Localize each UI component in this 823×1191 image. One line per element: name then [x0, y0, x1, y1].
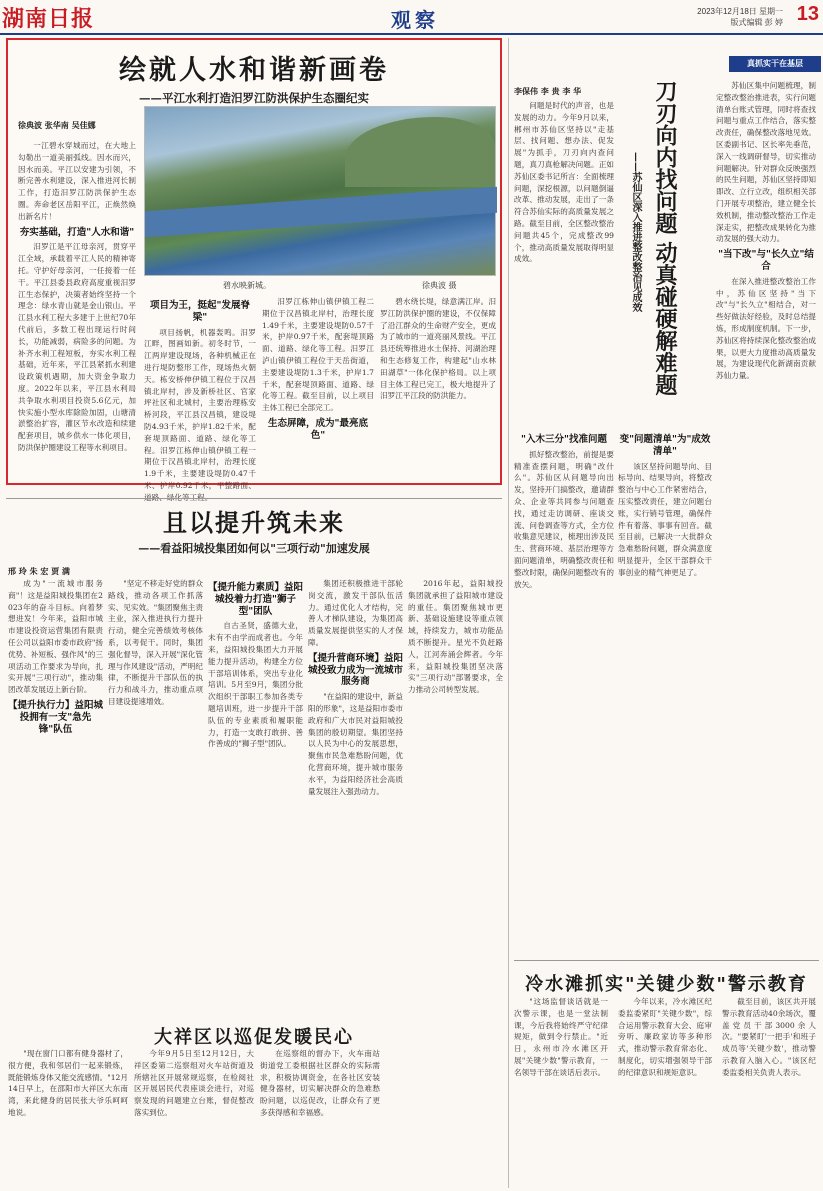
article2-paragraph: 成为"一流城市服务商"！这是益阳城投集团在2023年的奋斗目标。向着梦想进发！今年来，益阳市城市建设投资运营集团有限责任公司以益阳市委市政府"扬优势、补短板、强作风"的三项活动工作要求为导向，扎实开展"三项行动"，推动集团改革发展迈上新台阶。: [8, 579, 103, 695]
article2-section-heading: 【提升执行力】益阳城投拥有一支"急先锋"队伍: [8, 699, 104, 735]
issue-date: 2023年12月18日 星期一: [697, 7, 783, 16]
article2-paragraph: 集团还积极推进干部轮岗交流，激发干部队伍活力。通过优化人才结构，完善人才梯队建设，为集团高质量发展提供坚实的人才保障。: [308, 579, 403, 647]
article4-section-heading: "入木三分"找准问题: [521, 434, 607, 445]
article3-paragraph: 在巡察组的督办下，火车南站街道党工委根据社区群众的实际需求，积极协调资金，在各社区安装健身器材，切实解决群众的急难愁盼问题，以巡促改，让群众有了更多获得感和幸福感。: [260, 1049, 380, 1117]
article4-column-1: [514, 100, 614, 430]
article5-paragraph: 截至目前，该区共开展警示教育活动40余场次，覆盖党员干部3000余人次。"要紧盯'一把手'和班子成员等'关键少数'，推动警示教育入脑入心。"该区纪委监委相关负责人表示。: [722, 997, 816, 1077]
article5-headline: 冷水滩抓实"关键少数"警示教育: [525, 974, 808, 995]
article2-paragraph: 2016年起，益阳城投集团就承担了益阳城市建设的重任。集团聚焦城市更新、基础设施建设等重点领域，持续发力，城市功能品质不断提升。星光不负赶路人，江河奔涌会辉者。今年来，益阳城投集团坚决落实"三项行动"部署要求，全力推动公司转型发展。: [408, 579, 503, 695]
article2-column-5: [408, 578, 503, 898]
article1-section-heading: 生态屏障，成为"最亮底色": [268, 417, 368, 441]
article4-paragraph: 该区坚持问题导向、目标导向、结果导向，将整改整治与中心工作紧密结合，压实整改责任，建立问题台账，实行销号管理，确保件件有着落、事事有回音。截至目前，已解决一大批群众急难愁盼问题，群众满意度明显提升，全区干部群众干事创业的精气神更足了。: [618, 461, 712, 577]
article2-subhead: ——看益阳城投集团如何以"三项行动"加速发展: [138, 542, 370, 555]
article3-paragraph: "现在窗门口都有健身器材了，很方便，我和邻居们一起来锻炼，既能锻炼身体又能交流感情。"12月14日早上，在邵阳市大祥区大东南湾，来此健身的居民张大爷乐呵呵地说。: [8, 1049, 128, 1117]
column-banner: 真抓实干在基层: [729, 56, 821, 72]
divider: [6, 498, 502, 499]
article1-subhead: ——平江水利打造汨罗江防洪保护生态圈纪实: [139, 91, 369, 105]
article2-column-2: [108, 578, 203, 898]
article2-column-1: [8, 578, 103, 898]
article1-byline: 徐典波 张华南 吴佳娜: [18, 120, 96, 130]
photo-river-shape: [145, 187, 497, 238]
article4-column-3: [618, 430, 712, 960]
section-title: 观察: [391, 8, 439, 32]
article1-headline: 绘就人水和谐新画卷: [119, 55, 389, 86]
issue-meta: [697, 6, 783, 28]
article4-section-heading: "当下改"与"长久立"结合: [718, 249, 814, 272]
article3-headline: 大祥区以巡促发暖民心: [154, 1027, 354, 1048]
article4-paragraph: 问题是时代的声音，也是发展的动力。今年9月以来，郴州市苏仙区坚持以"走基层、找问题、想办法、促发展"为抓手，刀刃向内查问题，真刀真枪解决问题。正如苏仙区委书记所言：全面梳理问题，深挖根源，以问题倒逼改革、推动发展，走出了一条符合苏仙实际的高质量发展之路。截至目前，全区整改整治问题共45个，完成整改99个，推动高质量发展取得明显成效。: [514, 101, 614, 264]
article2-byline: 邢 玲 朱 宏 贾 满: [8, 566, 70, 576]
article2-section-heading: 【提升能力素质】益阳城投着力打造"狮子型"团队: [208, 582, 304, 617]
article1-paragraph: 一江碧水穿城而过，在大地上勾勒出一道美丽弧线。因水而兴，因水而美。平江以安建为引领，不断完善水利建设，深入推进河长制工作，打造汨罗江防洪保护生态圈。奔命老区岳阳平江，正焕然焕出新名片！: [18, 141, 136, 221]
article1-section-heading: 项目为王，挺起"发展脊梁": [150, 300, 250, 323]
article4-column-4: [716, 80, 816, 960]
article5-column-2: [618, 996, 712, 1188]
article2-paragraph: "坚定不移走好党的群众路线，推动各项工作抓落实、见实效。"集团聚焦主责主业，深入推进执行力提升行动，健全完善绩效考核体系，以考促干。同时，集团强化督导，深入开展"深化管理与作风建设"活动，严明纪律，不断提升干部队伍的执行力和战斗力，推动重点项目建设提速增效。: [108, 579, 203, 706]
article1-paragraph: 汨罗江栋伸山镇伊镇工程二期位于汉昌镇北岸村，治理长度1.49千米，主要建设堤防0.57千米，护岸0.97千米，配套堤顶路面、道路、绿化等工程。汨罗江泸山镇伊镇工程位于天岳街道，主要建设堤防1.3千米，护岸1.7千米，配套堤顶路面、道路、绿化等工程。截至目前，以上项目主体工程已全部完工。: [262, 297, 374, 413]
article4-subhead: ——苏仙区深入推进整改整治见成效: [630, 152, 641, 312]
masthead: [0, 0, 823, 34]
paper-name-logo: 湖南日报: [2, 6, 95, 32]
article1-column-3: [262, 296, 374, 482]
article5-paragraph: 今年以来，冷水滩区纪委监委紧盯"关键少数"，综合运用警示教育大会、庭审旁听、廉政家访等多种形式，推动警示教育常态化、制度化，切实增强领导干部的纪律意识和规矩意识。: [618, 997, 712, 1077]
photo-credit: 徐典波 摄: [422, 281, 457, 290]
article2-paragraph: "在益阳的建设中，新益阳的形象"，这是益阳市委市政府和广大市民对益阳城投集团的殷切期望。集团坚持以人民为中心的发展思想，聚焦市民急难愁盼问题，优化营商环境，提升城市服务水平，为益阳经济社会高质量发展注入强劲动力。: [308, 692, 403, 796]
article4-byline: 李保伟 李 贵 李 华: [514, 86, 582, 96]
article1-section-heading: 夯实基础，打造"人水和谐": [19, 226, 135, 238]
article2-headline: 且以提升筑未来: [163, 508, 345, 537]
article1-column-1: [18, 140, 136, 490]
article2-column-3: [208, 578, 303, 898]
article3-paragraph: 今年9月5日至12月12日，大祥区委第二巡察组对火车站街道及所辖社区开展常规巡察，在检阅社区开展居民代表座谈会进行，对巡察发现的问题建立台账，督促整改落实到位。: [134, 1049, 254, 1117]
article4-section-heading: 变"问题清单"为"成效清单": [619, 434, 711, 457]
article1-paragraph: 碧水绕长堤，绿意满江岸。汨罗江防洪保护圈的建设，不仅保障了沿江群众的生命财产安全，更成为了城市的一道亮丽风景线。平江县还统筹推进水土保持、河湖治理和生态修复工作，构建起"山水林田湖草"一体化保护格局。以上项目主体工程已完工，极大地提升了汨罗江平江段的防洪能力。: [380, 297, 496, 401]
river-city-photo: [144, 106, 496, 276]
article2-column-4: [308, 578, 403, 898]
page-number: 13: [796, 3, 819, 25]
article5-paragraph: "这场监督谈话就是一次警示课，也是一堂法制课，今后我将始终严守纪律规矩，做到令行禁止。"近日，永州市冷水滩区开展"关键少数"警示教育，一名领导干部在谈话后表示。: [514, 997, 608, 1077]
article1-paragraph: 项目扬帆，机器轰鸣。汨罗江畔，图画如新。初冬时节，一江两岸建设现场，各种机械正在进行堤防整形工作，现场热火朝天。栋安桥伸伊镇工程位于汉昌镇北岸村，涉及新桥社区、官家坪社区和北城村，主要治理栋安桥河段，平江县汉昌镇，建设堤防4.93千米，护岸1.82千米，配套堤顶路面、道路、绿化等工程。汨罗江栋伸山镇伊镇工程一期位于汉昌镇北岸村，治理长度1.9千米，主要建设堤防0.47千米、护岸0.92千米，平整路面、: [144, 327, 256, 490]
article1-column-2: [144, 296, 256, 490]
article4-column-2: [514, 430, 614, 960]
article4-paragraph: 苏仙区集中问题梳理，制定整改整治推进表，实行问题清单台账式管理，同时将查找问题与重点工作结合，落实整改责任，确保整改落地见效。区委副书记、区长率先垂范，深入一线调研督导，切实推动问题解决。针对群众反映强烈的民生问题，苏仙区坚持即知即改、立行立改，组织相关部门开展专项整治，建立健全长效机制，推动整改整治工作走深走实，把整改成果转化为推动发展的强大动力。: [716, 81, 816, 244]
masthead-rule: [0, 33, 823, 35]
divider: [514, 960, 819, 961]
article3-column-1: [8, 1048, 128, 1188]
article1-paragraph: 汨罗江是平江母亲河，贯穿平江全域，承载着平江人民的精神寄托。守护好母亲河，一任接着一任干。平江县委县政府高度重视汨罗江生态保护，决策者始终坚持一个理念：绿水青山就是金山银山。平江县水利工程大多建于上世纪70年代前后，多数工程出现运行时间长，功能减弱，病险多的问题。为补齐水利工程短板，夯实水利工程基础，近年来，平江县紧抓水利建设政策机遇期，加大资金争取力度。2022年以来，平江县水利局共争取水利项目投资5.6亿元，加快实施小型水库除险加固，山塘清淤整治扩容，灌区节水改造和续建配套项目，城乡供水一体化项目，防洪保护圈建设工程等水利项目。: [18, 242, 136, 452]
column-divider: [508, 38, 509, 1188]
article2-section-heading: 【提升营商环境】益阳城投致力成为一流城市服务商: [308, 652, 404, 688]
article3-column-3: [260, 1048, 380, 1188]
issue-editor: 版式编辑 彭 婷: [730, 18, 783, 27]
article3-column-2: [134, 1048, 254, 1188]
article4-paragraph: 在深入推进整改整治工作中，苏仙区坚持"当下改"与"长久立"相结合，对一些好做法好经验，及时总结提炼，形成制度机制。下一步，苏仙区将持续深化整改整治成果，以更大力度推动高质量发展，为建设现代化新湖南贡献苏仙力量。: [716, 276, 816, 381]
article5-column-3: [722, 996, 816, 1188]
photo-hill-shape: [345, 117, 495, 187]
article-water-harmony[interactable]: [6, 38, 502, 490]
photo-caption: 碧水映新城。: [223, 281, 271, 290]
article5-column-1: [514, 996, 608, 1188]
article4-headline: 刀刃向内找问题 动真碰硬解难题: [652, 80, 678, 396]
article2-paragraph: 自古圣贤，盛德大业，未有不由学而成者也。今年来，益阳城投集团大力开展能力提升活动，构建全方位干部培训体系，突出专业化培训。5月至9月，集团分批次组织干部职工参加各类专题培训班，进一步提升干部队伍的专业素质和履职能力，打造一支敢打敢拼、善作善成的"狮子型"团队。: [208, 621, 303, 749]
article4-paragraph: 抓好整改整治，前提是要精准查摆问题，明确"改什么"。苏仙区从问题导向出发，坚持开门搞整改，邀请群众、企业等共同参与问题查找，通过走访调研、座谈交流、问卷调查等方式，全方位收集意见建议，梳理出涉及民生、营商环境、基层治理等方面问题清单，明确整改责任和整改时限，确保问题整改有的放矢。: [514, 449, 614, 589]
article1-column-4: [380, 296, 496, 482]
